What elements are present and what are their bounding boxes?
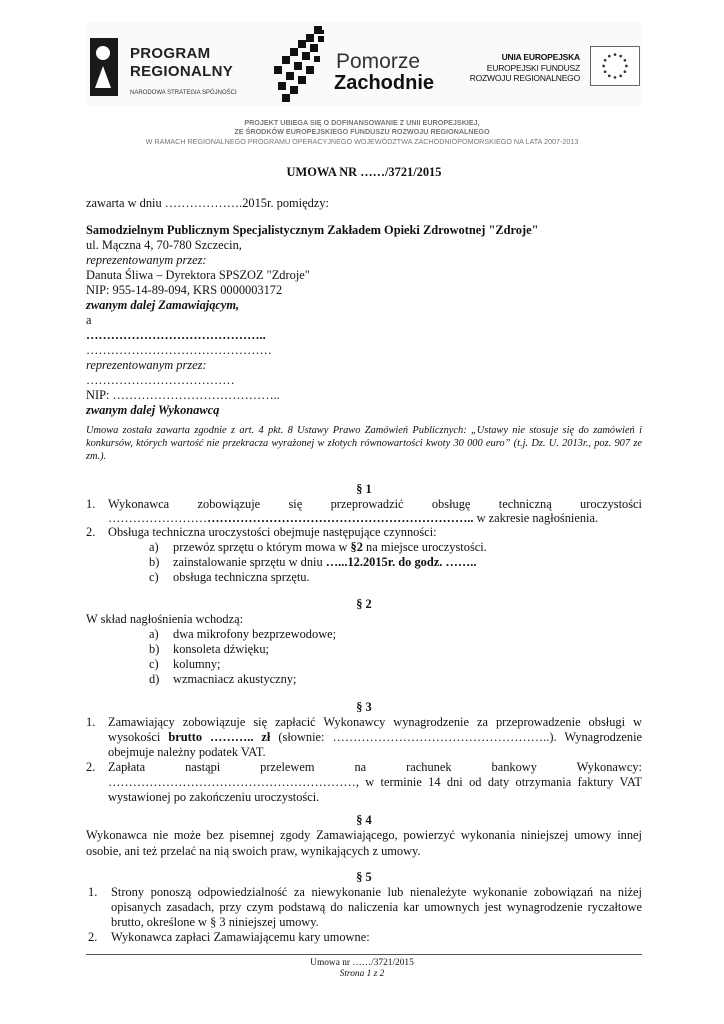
section4-line2: osobie, ani też przelać na nią swoich praw, wynikających z umowy. [86,843,421,858]
eu-flag-icon [590,46,640,86]
section5-item1-line1: Strony ponoszą odpowiedzialność za niewykonanie lub nienależyte wykonanie zobowiązań na niżej [111,885,642,899]
section3-item2-line1: Zapłata nastąpi przelewem na rachunek bankowy Wykonawcy: [108,760,642,774]
project-note-line3: W RAMACH REGIONALNEGO PROGRAMU OPERACYJNEGO WOJEWÓDZTWA ZACHODNIOPOMORSKIEGO NA LATA 2007-2013 [145,136,579,146]
section1-item2-text: Obsługa techniczna uroczystości obejmuje następujące czynności: [108,525,437,539]
program-logo-line3: NARODOWA STRATEGIA SPÓJNOŚCI [130,90,237,96]
section4-line1: Wykonawca nie może bez pisemnej zgody Zamawiającego, powierzyć wykonania niniejszej umowy innej [86,828,642,842]
project-funding-note [0,118,724,146]
pomorze-logo-line2: Zachodnie [334,72,435,94]
and-connector: a [86,313,92,327]
pomorze-logo-line1: Pomorze [336,50,421,73]
program-logo-line1: PROGRAM [130,45,211,62]
section3-item2-line2: ……………………………………………………, w terminie 14 dni od daty otrzymania faktury VAT [108,775,642,789]
party1-ids: NIP: 955-14-89-094, KRS 0000003172 [86,283,283,297]
party2-address: ……………………………………… [86,343,272,357]
program-regionalny-emblem-icon [90,38,118,96]
program-regionalny-logo [90,36,250,100]
party1-representative: Danuta Śliwa – Dyrektora SPSZOZ "Zdroje" [86,268,310,282]
party2-representative: ……………………………… [86,373,235,387]
party1-represented-by: reprezentowanym przez: [86,253,207,267]
eu-fund-logo [469,46,640,96]
section3-heading: § 3 [356,700,372,714]
section4-heading: § 4 [356,813,372,827]
legal-basis: Umowa została zawarta zgodnie z art. 4 pkt. 8 Ustawy Prawo Zamówień Publicznych: „Ustawy nie stosuje się do zamówień i konkursów, których wartość nie przekracza wyrażonej w złotych równowartości kwoty 30 000 euro” (t.j. Dz. U. 2013r., poz. 907 ze zm.). [86,425,642,462]
eu-logo-line1: UNIA EUROPEJSKA [501,52,580,62]
section1-item1-number: 1. [86,497,96,511]
party2-represented-by: reprezentowanym przez: [86,358,207,372]
section1-heading: § 1 [356,482,372,496]
party1-address: ul. Mączna 4, 70-780 Szczecin, [86,238,242,252]
project-note-line2: ZE ŚRODKÓW EUROPEJSKIEGO FUNDUSZU ROZWOJU REGIONALNEGO [234,127,490,137]
section3-item2-line3: wystawionej po zakończeniu uroczystości. [108,790,320,804]
project-note-line1: PROJEKT UBIEGA SIĘ O DOFINANSOWANIE Z UNII EUROPEJSKIEJ, [244,118,480,127]
section5-item1-line3: brutto, określone w § 3 niniejszej umowy. [111,915,319,929]
section5-item2-text: Wykonawca zapłaci Zamawiającemu kary umowne: [111,930,370,944]
section2-heading: § 2 [356,597,372,611]
section3-item1-line1: Zamawiający zobowiązuje się zapłacić Wykonawcy wynagrodzenie za przeprowadzenie obsługi w [108,715,642,729]
section1-item2-number: 2. [86,525,96,539]
section4-text [86,828,642,859]
footer-contract-number: Umowa nr ……/3721/2015 [310,958,414,968]
eu-logo-line2: EUROPEJSKI FUNDUSZ [486,62,580,73]
party2-called: zwanym dalej Wykonawcą [86,403,220,417]
contract-title: UMOWA NR ……/3721/2015 [286,165,442,179]
party1-name: Samodzielnym Publicznym Specjalistycznym Zakładem Opieki Zdrowotnej "Zdroje" [86,223,539,237]
concluded-date: zawarta w dniu ……………….2015r. pomiędzy: [86,196,329,210]
pomorze-zachodnie-pixel-icon [274,26,330,102]
eu-logo-line3: ROZWOJU REGIONALNEGO [469,73,580,83]
header-logos [86,22,642,106]
footer-page-number: Strona 1 z 2 [339,969,385,979]
party2-name: …………………………………….. [86,328,266,342]
section1-item1-line1: Wykonawca zobowiązuje się przeprowadzić obsługę techniczną uroczystości [108,497,642,511]
program-logo-line2: REGIONALNY [130,63,234,80]
section5-item1-line2: opisanych zasadach, przy czym podstawą do naliczenia kar umownych jest wynagrodzenie ryczałtowe [111,900,642,914]
party2-nip: NIP: ………………………………….. [86,388,280,402]
section5-heading: § 5 [356,870,372,884]
section2-intro: W skład nagłośnienia wchodzą: [86,612,244,626]
section1-item1-line2: …………………………………………………………………………….. w zakresie nagłośnienia. [108,511,599,525]
pomorze-zachodnie-logo [274,24,435,104]
section3-item1-line3: obejmuje należny podatek VAT. [108,745,266,759]
section3-item1-line2: wysokości brutto ……….. zł (słownie: ……………………………………………..). Wynagrodzenie [108,730,643,744]
footer-divider [86,954,642,955]
party1-called: zwanym dalej Zamawiającym, [86,298,240,312]
